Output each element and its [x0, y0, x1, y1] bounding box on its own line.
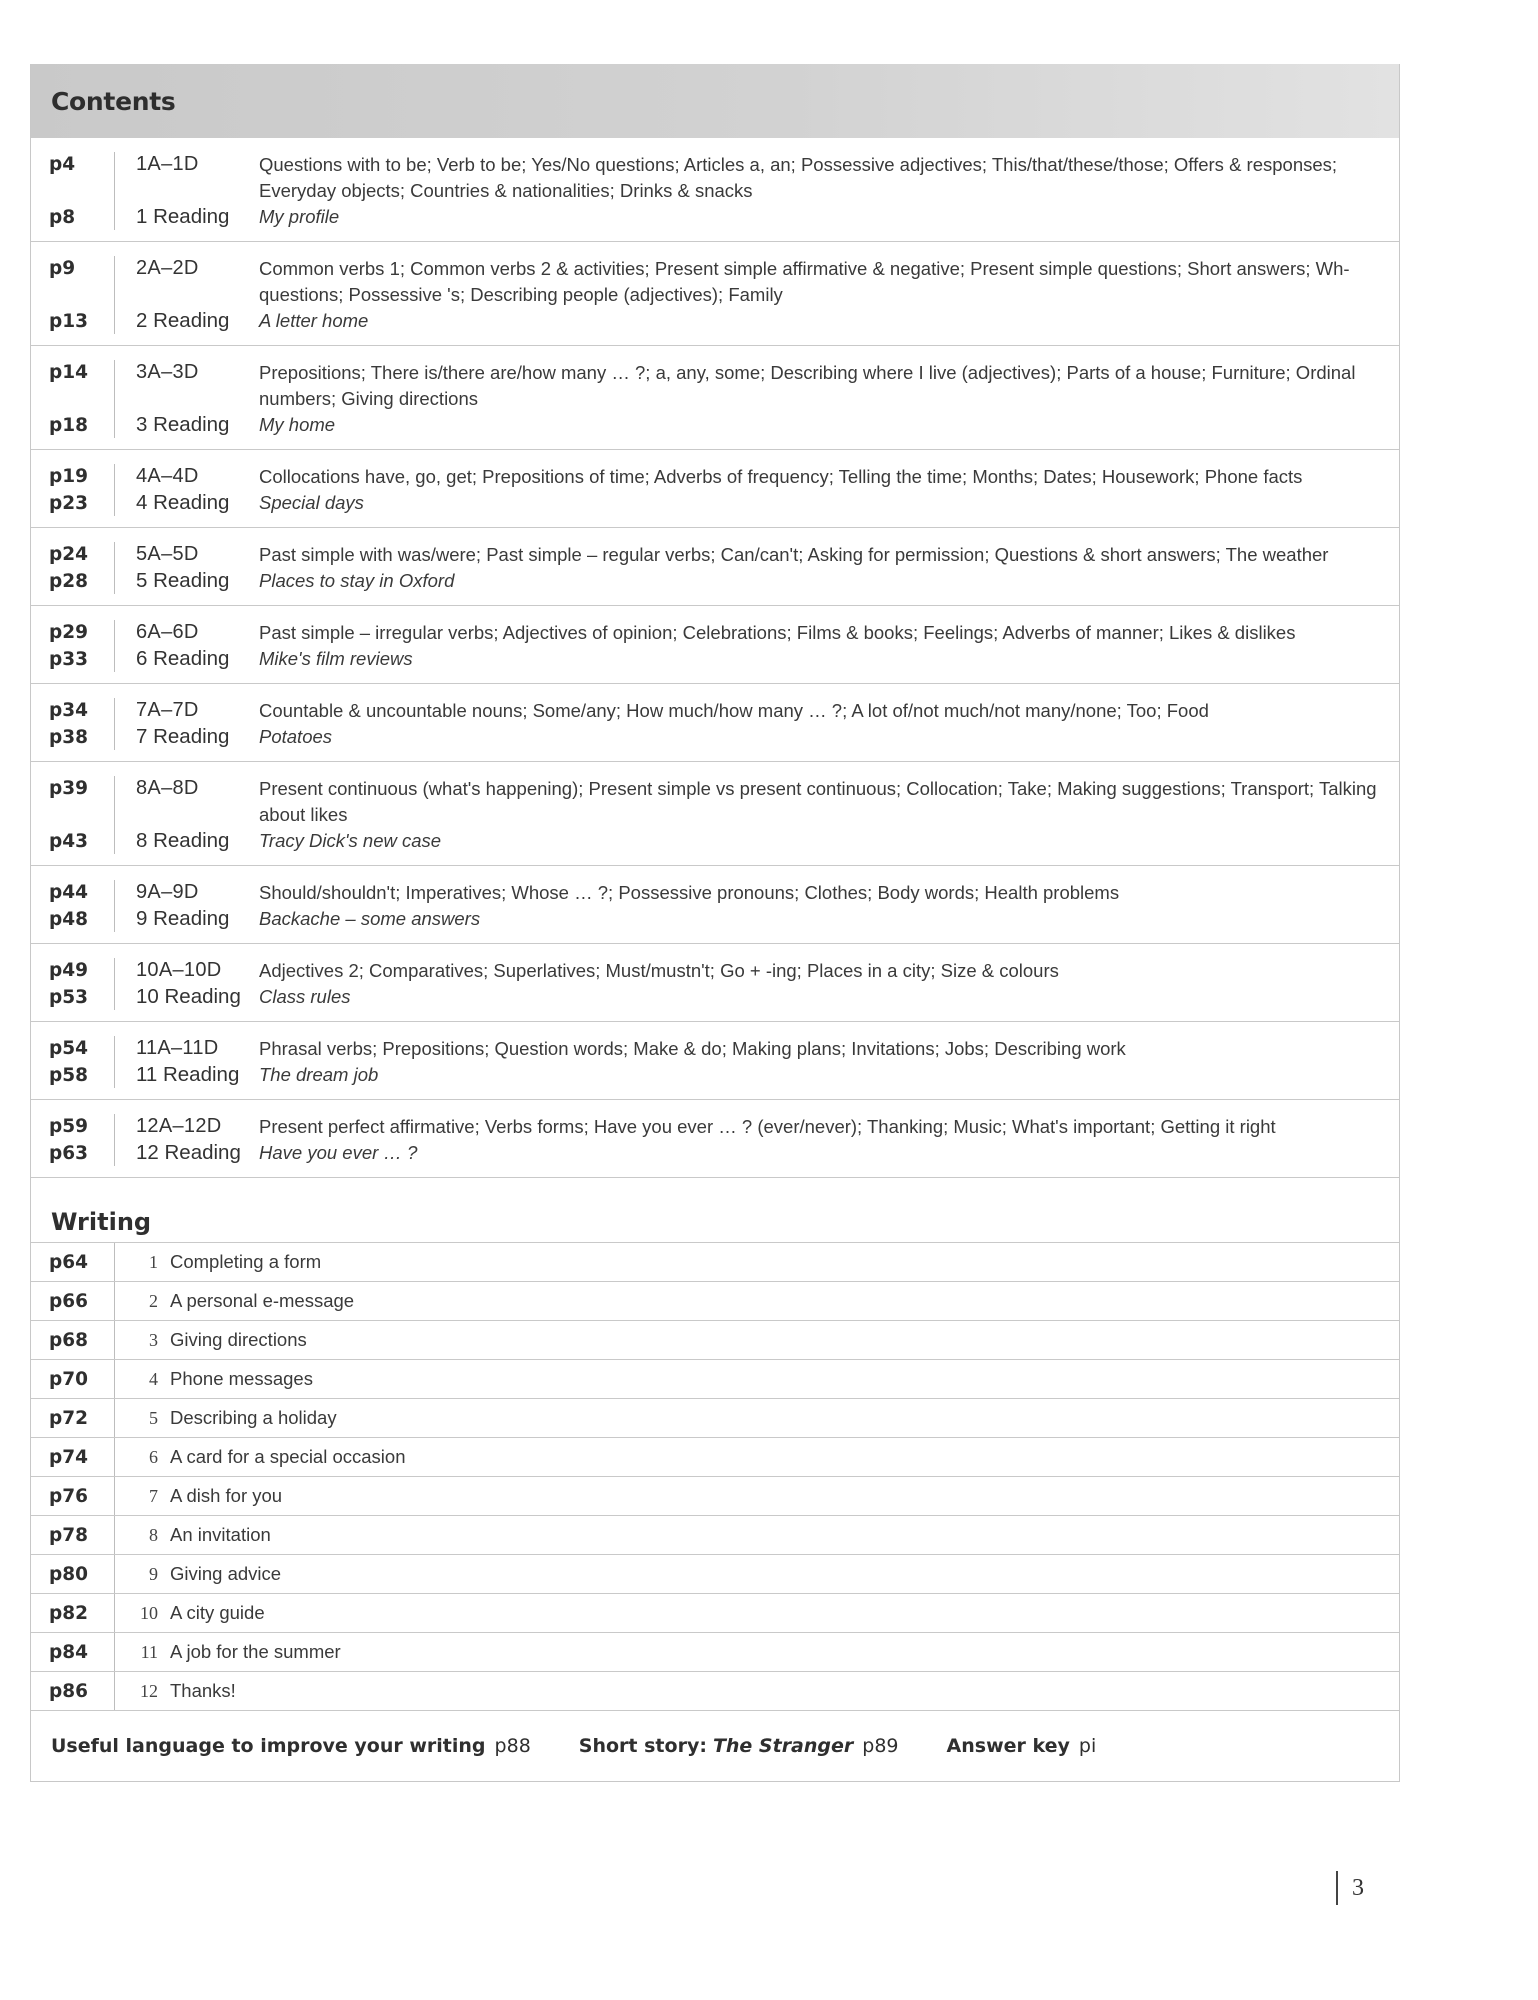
unit-topics: Questions with to be; Verb to be; Yes/No questions; Articles a, an; Possessive adjectives; This/that/these/those; Offers & responses; Everyday objects; Countries & nationalities; Drinks & snacks [259, 154, 1338, 201]
unit-row [31, 866, 1399, 944]
unit-start-page[interactable]: p34 [49, 700, 88, 721]
reading-label: 9 Reading [136, 907, 230, 930]
unit-topics: Adjectives 2; Comparatives; Superlatives; Must/mustn't; Go + -ing; Places in a city; Size & colours [259, 960, 1059, 981]
reading-page[interactable]: p33 [49, 649, 88, 670]
writing-page[interactable]: p72 [31, 1399, 115, 1437]
reading-page[interactable]: p8 [49, 207, 76, 228]
answer-key-page: pi [1078, 1735, 1097, 1757]
unit-code: 6A–6D [136, 621, 199, 643]
reading-title: My profile [259, 206, 340, 227]
unit-pages [31, 1036, 115, 1088]
short-story-title: The Stranger [712, 1735, 854, 1757]
writing-page[interactable]: p82 [31, 1594, 115, 1632]
writing-number: 12 [140, 1680, 158, 1701]
reading-label: 10 Reading [136, 985, 241, 1008]
writing-body [115, 1399, 1399, 1437]
writing-number: 1 [149, 1251, 158, 1272]
unit-code: 12A–12D [136, 1115, 222, 1137]
unit-pages [31, 1114, 115, 1166]
unit-pages [31, 360, 115, 438]
reading-page[interactable]: p48 [49, 909, 88, 930]
writing-page[interactable]: p74 [31, 1438, 115, 1476]
reading-title: A letter home [259, 310, 369, 331]
writing-body [115, 1477, 1399, 1515]
unit-row [31, 684, 1399, 762]
writing-number: 5 [149, 1407, 158, 1428]
writing-item-title: A job for the summer [170, 1641, 341, 1662]
unit-code: 3A–3D [136, 361, 199, 383]
unit-topics: Past simple – irregular verbs; Adjectives of opinion; Celebrations; Films & books; Feelings; Adverbs of manner; Likes & dislikes [259, 622, 1296, 643]
reading-label: 11 Reading [136, 1063, 240, 1086]
unit-start-page[interactable]: p44 [49, 882, 88, 903]
writing-number: 8 [149, 1524, 158, 1545]
reading-title: Class rules [259, 986, 351, 1007]
reading-label: 8 Reading [136, 829, 230, 852]
writing-number: 11 [140, 1641, 158, 1662]
unit-row [31, 1100, 1399, 1178]
unit-body [115, 152, 1399, 230]
writing-item-title: Completing a form [170, 1251, 322, 1272]
writing-item-title: A city guide [170, 1602, 265, 1623]
writing-row [31, 1360, 1399, 1399]
short-story-label: Short story: [578, 1735, 707, 1757]
reading-page[interactable]: p43 [49, 831, 88, 852]
writing-page[interactable]: p66 [31, 1282, 115, 1320]
writing-row [31, 1516, 1399, 1555]
unit-pages [31, 542, 115, 594]
writing-header [31, 1178, 1399, 1243]
unit-start-page[interactable]: p49 [49, 960, 88, 981]
unit-body [115, 464, 1399, 516]
unit-code: 5A–5D [136, 543, 199, 565]
writing-body [115, 1360, 1399, 1398]
unit-code: 11A–11D [136, 1037, 219, 1059]
writing-item-title: A dish for you [170, 1485, 283, 1506]
writing-row [31, 1555, 1399, 1594]
unit-row [31, 242, 1399, 346]
reading-page[interactable]: p28 [49, 571, 88, 592]
reading-title: Tracy Dick's new case [259, 830, 442, 851]
unit-code: 1A–1D [136, 153, 199, 175]
answer-key-label: Answer key [946, 1735, 1070, 1757]
writing-page[interactable]: p76 [31, 1477, 115, 1515]
writing-page[interactable]: p68 [31, 1321, 115, 1359]
unit-row [31, 528, 1399, 606]
unit-pages [31, 464, 115, 516]
writing-page[interactable]: p70 [31, 1360, 115, 1398]
reading-label: 6 Reading [136, 647, 230, 670]
unit-code: 9A–9D [136, 881, 199, 903]
unit-body [115, 698, 1399, 750]
writing-item-title: A personal e-message [170, 1290, 355, 1311]
reading-label: 12 Reading [136, 1141, 241, 1164]
reading-title: Potatoes [259, 726, 333, 747]
useful-language-label: Useful language to improve your writing [51, 1735, 486, 1757]
writing-number: 4 [149, 1368, 158, 1389]
useful-language-page: p88 [494, 1735, 531, 1757]
unit-row [31, 346, 1399, 450]
writing-body [115, 1243, 1399, 1281]
writing-number: 7 [149, 1485, 158, 1506]
reading-title: My home [259, 414, 336, 435]
writing-row [31, 1243, 1399, 1282]
unit-body [115, 620, 1399, 672]
unit-code: 10A–10D [136, 959, 222, 981]
unit-body [115, 880, 1399, 932]
writing-item-title: Giving directions [170, 1329, 307, 1350]
short-story-link[interactable] [579, 1735, 899, 1757]
writing-body [115, 1321, 1399, 1359]
writing-list [31, 1243, 1399, 1711]
writing-number: 9 [149, 1563, 158, 1584]
units-list [31, 138, 1399, 1178]
writing-body [115, 1555, 1399, 1593]
unit-topics: Should/shouldn't; Imperatives; Whose … ?; Possessive pronouns; Clothes; Body words; Health problems [259, 882, 1120, 903]
unit-pages [31, 152, 115, 230]
unit-pages [31, 880, 115, 932]
writing-number: 3 [149, 1329, 158, 1350]
unit-topics: Present continuous (what's happening); Present simple vs present continuous; Collocation; Take; Making suggestions; Transport; Talking about likes [259, 778, 1377, 825]
writing-row [31, 1282, 1399, 1321]
writing-body [115, 1516, 1399, 1554]
unit-start-page[interactable]: p4 [49, 154, 76, 175]
writing-item-title: A card for a special occasion [170, 1446, 406, 1467]
writing-body [115, 1672, 1399, 1710]
unit-start-page[interactable]: p24 [49, 544, 88, 565]
writing-row [31, 1633, 1399, 1672]
reading-title: Mike's film reviews [259, 648, 413, 669]
reading-label: 3 Reading [136, 413, 230, 436]
writing-item-title: An invitation [170, 1524, 271, 1545]
reading-page[interactable]: p23 [49, 493, 88, 514]
page-number-value: 3 [1352, 1874, 1364, 1901]
unit-body [115, 776, 1399, 854]
contents-banner [31, 64, 1399, 138]
writing-body [115, 1594, 1399, 1632]
unit-pages [31, 620, 115, 672]
writing-page[interactable]: p64 [31, 1243, 115, 1281]
unit-body [115, 542, 1399, 594]
unit-topics: Present perfect affirmative; Verbs forms; Have you ever … ? (ever/never); Thanking; Music; What's important; Getting it right [259, 1116, 1276, 1137]
unit-topics: Past simple with was/were; Past simple – regular verbs; Can/can't; Asking for permission; Questions & short answers; The weather [259, 544, 1329, 565]
writing-row [31, 1438, 1399, 1477]
unit-row [31, 762, 1399, 866]
unit-pages [31, 776, 115, 854]
reading-page[interactable]: p53 [49, 987, 88, 1008]
writing-row [31, 1672, 1399, 1711]
unit-body [115, 1114, 1399, 1166]
unit-pages [31, 698, 115, 750]
unit-body [115, 256, 1399, 334]
unit-topics: Phrasal verbs; Prepositions; Question words; Make & do; Making plans; Invitations; Jobs; Describing work [259, 1038, 1126, 1059]
writing-body [115, 1633, 1399, 1671]
unit-start-page[interactable]: p54 [49, 1038, 88, 1059]
page-number [1336, 1868, 1364, 1908]
writing-number: 10 [140, 1602, 158, 1623]
unit-pages [31, 958, 115, 1010]
unit-body [115, 360, 1399, 438]
unit-topics: Common verbs 1; Common verbs 2 & activities; Present simple affirmative & negative; Present simple questions; Short answers; Wh- questions; Possessive 's; Describing people (adjectives); Family [259, 258, 1350, 305]
unit-code: 2A–2D [136, 257, 199, 279]
unit-code: 7A–7D [136, 699, 199, 721]
writing-item-title: Phone messages [170, 1368, 313, 1389]
short-story-page: p89 [862, 1735, 899, 1757]
unit-code: 8A–8D [136, 777, 199, 799]
reading-title: Special days [259, 492, 364, 513]
writing-row [31, 1399, 1399, 1438]
writing-item-title: Describing a holiday [170, 1407, 337, 1428]
writing-row [31, 1594, 1399, 1633]
unit-start-page[interactable]: p29 [49, 622, 88, 643]
unit-topics: Collocations have, go, get; Prepositions of time; Adverbs of frequency; Telling the time; Months; Dates; Housework; Phone facts [259, 466, 1303, 487]
writing-page[interactable]: p80 [31, 1555, 115, 1593]
unit-row [31, 138, 1399, 242]
writing-item-title: Thanks! [170, 1680, 236, 1701]
writing-page[interactable]: p86 [31, 1672, 115, 1710]
unit-code: 4A–4D [136, 465, 199, 487]
writing-number: 2 [149, 1290, 158, 1311]
page-number-divider [1336, 1871, 1338, 1905]
writing-body [115, 1282, 1399, 1320]
unit-row [31, 1022, 1399, 1100]
contents-footer [31, 1711, 1399, 1781]
reading-title: The dream job [259, 1064, 379, 1085]
answer-key-link[interactable] [947, 1735, 1097, 1757]
writing-body [115, 1438, 1399, 1476]
writing-item-title: Giving advice [170, 1563, 282, 1584]
reading-title: Backache – some answers [259, 908, 481, 929]
reading-title: Places to stay in Oxford [259, 570, 455, 591]
unit-start-page[interactable]: p19 [49, 466, 88, 487]
reading-page[interactable]: p38 [49, 727, 88, 748]
unit-body [115, 958, 1399, 1010]
contents-page [30, 64, 1400, 1782]
reading-label: 2 Reading [136, 309, 230, 332]
useful-language-link[interactable] [51, 1735, 531, 1757]
writing-page[interactable]: p78 [31, 1516, 115, 1554]
writing-row [31, 1477, 1399, 1516]
writing-number: 6 [149, 1446, 158, 1467]
unit-start-page[interactable]: p14 [49, 362, 88, 383]
reading-page[interactable]: p58 [49, 1065, 88, 1086]
reading-title: Have you ever … ? [259, 1142, 418, 1163]
unit-row [31, 606, 1399, 684]
writing-row [31, 1321, 1399, 1360]
contents-title: Contents [51, 86, 176, 116]
reading-label: 7 Reading [136, 725, 230, 748]
reading-page[interactable]: p63 [49, 1143, 88, 1164]
unit-start-page[interactable]: p9 [49, 258, 76, 279]
unit-row [31, 944, 1399, 1022]
unit-topics: Countable & uncountable nouns; Some/any; How much/how many … ?; A lot of/not much/not many/none; Too; Food [259, 700, 1209, 721]
unit-pages [31, 256, 115, 334]
unit-row [31, 450, 1399, 528]
unit-topics: Prepositions; There is/there are/how many … ?; a, any, some; Describing where I live (adjectives); Parts of a house; Furniture; Ordinal numbers; Giving directions [259, 362, 1356, 409]
writing-title: Writing [51, 1208, 152, 1236]
writing-page[interactable]: p84 [31, 1633, 115, 1671]
reading-label: 4 Reading [136, 491, 230, 514]
reading-label: 1 Reading [136, 205, 230, 228]
reading-page[interactable]: p13 [49, 311, 88, 332]
unit-start-page[interactable]: p39 [49, 778, 88, 799]
unit-start-page[interactable]: p59 [49, 1116, 88, 1137]
unit-body [115, 1036, 1399, 1088]
reading-page[interactable]: p18 [49, 415, 88, 436]
reading-label: 5 Reading [136, 569, 230, 592]
